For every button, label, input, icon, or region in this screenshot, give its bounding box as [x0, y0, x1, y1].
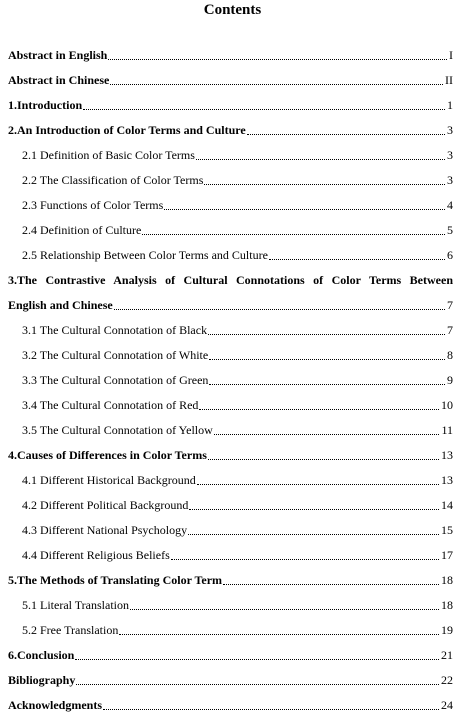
dot-leader — [76, 683, 439, 685]
page-title: Contents — [203, 2, 262, 18]
dot-leader — [197, 483, 439, 485]
toc-entry-label: 5.1 Literal Translation — [22, 598, 129, 612]
toc-entry-page: 18 — [441, 598, 453, 612]
toc-entry-page: 6 — [447, 248, 453, 262]
toc-entry-page: 17 — [441, 548, 453, 562]
toc-entry-page: 13 — [441, 473, 453, 487]
toc-entry-label: 2.4 Definition of Culture — [22, 223, 142, 237]
toc-entry-label: Abstract in Chinese — [8, 73, 110, 87]
toc-entry-label: 3.2 The Cultural Connotation of White — [22, 348, 209, 362]
toc-entry-3-4[interactable] — [22, 393, 453, 413]
toc-entry-page: 19 — [441, 623, 453, 637]
toc-entry-label: 5.2 Free Translation — [22, 623, 119, 637]
dot-leader — [269, 258, 445, 260]
toc-entry-page: 18 — [441, 573, 453, 587]
toc-entry-label: 4.4 Different Religious Beliefs — [22, 548, 170, 562]
toc-entry-page: 7 — [447, 298, 453, 312]
toc-entry-5-1[interactable] — [22, 593, 453, 613]
dot-leader — [83, 108, 445, 110]
dot-leader — [171, 558, 439, 560]
toc-entry-label: 6.Conclusion — [8, 648, 75, 662]
toc-entry-4-1[interactable] — [22, 468, 453, 488]
toc-entry-label: 3.4 The Cultural Connotation of Red — [22, 398, 199, 412]
toc-entry-label: 4.1 Different Historical Background — [22, 473, 196, 487]
toc-entry-conclusion[interactable] — [8, 643, 453, 663]
toc-entry-page: 5 — [447, 223, 453, 237]
toc-entry-label: Abstract in English — [8, 48, 108, 62]
toc-entry-page: 22 — [441, 673, 453, 687]
toc-entry-page: 10 — [441, 398, 453, 412]
toc-entry-page: 3 — [447, 123, 453, 137]
toc-entry-page: 1 — [447, 98, 453, 112]
toc-entry-page: I — [449, 48, 453, 62]
toc-entry-label: Bibliography — [8, 673, 76, 687]
toc-entry-chapter-3-line1[interactable]: 3.The Contrastive Analysis of Cultural Connotations of Color Terms Between — [8, 273, 453, 287]
toc-entry-4-3[interactable] — [22, 518, 453, 538]
toc-entry-page: 4 — [447, 198, 453, 212]
toc-entry-introduction[interactable] — [8, 93, 453, 113]
toc-entry-label: Acknowledgments — [8, 698, 103, 712]
toc-entry-3-2[interactable] — [22, 343, 453, 363]
dot-leader — [209, 383, 445, 385]
toc-entry-3-3[interactable] — [22, 368, 453, 388]
toc-entry-2-5[interactable] — [22, 243, 453, 263]
toc-entry-acknowledgments[interactable] — [8, 693, 453, 713]
dot-leader — [119, 633, 439, 635]
toc-entry-label: 3.3 The Cultural Connotation of Green — [22, 373, 209, 387]
toc-entry-label: 2.1 Definition of Basic Color Terms — [22, 148, 195, 162]
toc-entry-4-4[interactable] — [22, 543, 453, 563]
dot-leader — [209, 358, 445, 360]
toc-entry-2-1[interactable] — [22, 143, 453, 163]
toc-entry-page: 13 — [441, 448, 453, 462]
toc-entry-label: 4.Causes of Differences in Color Terms — [8, 448, 207, 462]
dot-leader — [164, 208, 445, 210]
dot-leader — [75, 658, 439, 660]
toc-entry-page: 8 — [447, 348, 453, 362]
toc-entry-label: 3.5 The Cultural Connotation of Yellow — [22, 423, 213, 437]
toc-entry-chapter-4[interactable] — [8, 443, 453, 463]
toc-entry-label: 2.An Introduction of Color Terms and Culture — [8, 123, 246, 137]
toc-entry-label: 4.3 Different National Psychology — [22, 523, 188, 537]
toc-entry-page: 21 — [441, 648, 453, 662]
dot-leader — [208, 333, 445, 335]
toc-entry-chapter-2[interactable] — [8, 118, 453, 138]
dot-leader — [130, 608, 439, 610]
dot-leader — [208, 458, 439, 460]
toc-entry-2-3[interactable] — [22, 193, 453, 213]
toc-entry-bibliography[interactable] — [8, 668, 453, 688]
dot-leader — [199, 408, 439, 410]
toc-entry-page: 11 — [441, 423, 453, 437]
toc-entry-3-5[interactable] — [22, 418, 453, 438]
toc-entry-chapter-5[interactable] — [8, 568, 453, 588]
toc-entry-page: 24 — [441, 698, 453, 712]
dot-leader — [204, 183, 445, 185]
toc-entry-chapter-3[interactable] — [8, 293, 453, 313]
dot-leader — [188, 533, 439, 535]
dot-leader — [189, 508, 439, 510]
toc-entry-label: 2.5 Relationship Between Color Terms and Culture — [22, 248, 268, 262]
toc-entry-page: 7 — [447, 323, 453, 337]
toc-entry-page: 3 — [447, 173, 453, 187]
toc-entry-page: II — [445, 73, 453, 87]
toc-entry-label: 3.1 The Cultural Connotation of Black — [22, 323, 208, 337]
toc-entry-4-2[interactable] — [22, 493, 453, 513]
toc-entry-2-2[interactable] — [22, 168, 453, 188]
toc-entry-page: 15 — [441, 523, 453, 537]
dot-leader — [142, 233, 445, 235]
toc-entry-page: 3 — [447, 148, 453, 162]
dot-leader — [223, 583, 439, 585]
toc-entry-5-2[interactable] — [22, 618, 453, 638]
toc-entry-page: 9 — [447, 373, 453, 387]
toc-entry-abstract-chinese[interactable] — [8, 68, 453, 88]
toc-entry-label: 2.2 The Classification of Color Terms — [22, 173, 204, 187]
toc-entry-3-1[interactable] — [22, 318, 453, 338]
toc-entry-abstract-english[interactable] — [8, 43, 453, 63]
toc-entry-2-4[interactable] — [22, 218, 453, 238]
toc-entry-label: 4.2 Different Political Background — [22, 498, 189, 512]
dot-leader — [196, 158, 445, 160]
dot-leader — [114, 308, 445, 310]
dot-leader — [214, 433, 440, 435]
toc-entry-label: 1.Introduction — [8, 98, 83, 112]
toc-entry-label: 2.3 Functions of Color Terms — [22, 198, 164, 212]
toc-entry-label: English and Chinese — [8, 298, 113, 312]
dot-leader — [108, 58, 447, 60]
dot-leader — [247, 133, 445, 135]
dot-leader — [110, 83, 443, 85]
dot-leader — [103, 708, 439, 710]
toc-entry-page: 14 — [441, 498, 453, 512]
toc-entry-label: 5.The Methods of Translating Color Term — [8, 573, 223, 587]
